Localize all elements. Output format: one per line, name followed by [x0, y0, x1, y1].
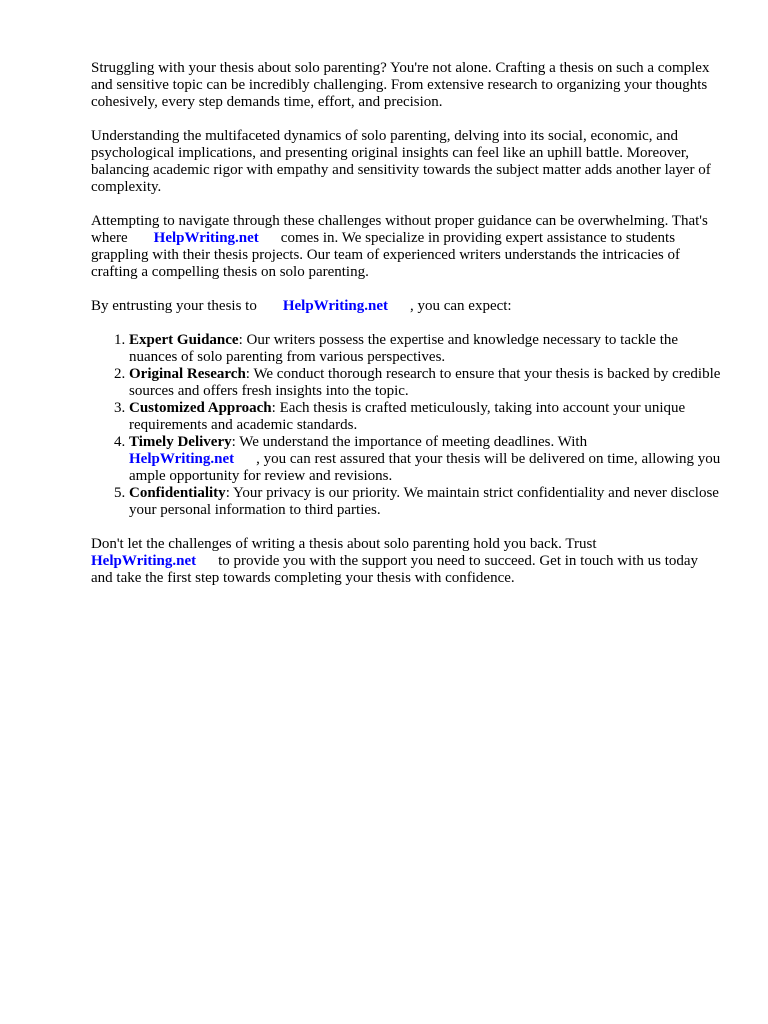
- list-item-title: Timely Delivery: [129, 434, 232, 450]
- list-item: [129, 332, 721, 366]
- list-item-title: Original Research: [129, 366, 246, 382]
- list-item-text: : Each thesis is crafted meticulously, taking into account your unique requirements and academic standards.: [129, 400, 686, 433]
- paragraph-intro: Struggling with your thesis about solo parenting? You're not alone. Crafting a thesis on such a complex and sensitive topic can be incredibly challenging. From extensive research to organizing your thoughts cohesively, every step demands time, effort, and precision.: [91, 60, 710, 110]
- list-item: [129, 400, 721, 434]
- benefits-list: [91, 332, 721, 519]
- list-item-text: : Your privacy is our priority. We maintain strict confidentiality and never disclose your personal information to third parties.: [129, 485, 719, 518]
- paragraph-closing-text-after: to provide you with the support you need to succeed. Get in touch with us today and take the first step towards completing your thesis with confidence.: [91, 553, 699, 586]
- paragraph-guidance: [91, 213, 721, 281]
- list-item-title: Confidentiality: [129, 485, 226, 501]
- paragraph-entrust: [91, 298, 721, 315]
- list-item-text: : We understand the importance of meeting deadlines. With: [231, 434, 588, 450]
- paragraph-entrust-text-before: By entrusting your thesis to: [91, 298, 257, 314]
- paragraph-guidance-text-before: Attempting to navigate through these challenges without proper guidance can be overwhelming. That's where: [91, 213, 708, 246]
- list-item-text: : Our writers possess the expertise and knowledge necessary to tackle the nuances of solo parenting from various perspectives.: [129, 332, 679, 365]
- list-item-title: Customized Approach: [129, 400, 272, 416]
- document-page: [91, 60, 721, 604]
- paragraph-closing: [91, 536, 721, 587]
- list-item-text-after: , you can rest assured that your thesis will be delivered on time, allowing you ample opportunity for review and revisions.: [129, 451, 721, 484]
- helpwriting-link[interactable]: HelpWriting.net: [153, 230, 259, 246]
- helpwriting-link[interactable]: HelpWriting.net: [282, 298, 388, 314]
- list-item-title: Expert Guidance: [129, 332, 239, 348]
- paragraph-dynamics: Understanding the multifaceted dynamics of solo parenting, delving into its social, economic, and psychological implications, and presenting original insights can feel like an uphill battle. Moreover, balancing academic rigor with empathy and sensitivity towards the subject matter adds another layer of complexity.: [91, 128, 711, 195]
- paragraph-guidance-text-after: comes in. We specialize in providing expert assistance to students grappling with their thesis projects. Our team of experienced writers understands the intricacies of crafting a compelling thesis on solo parenting.: [91, 230, 680, 280]
- paragraph-entrust-text-after: , you can expect:: [409, 298, 512, 314]
- helpwriting-link[interactable]: HelpWriting.net: [91, 553, 197, 569]
- list-item: [129, 434, 721, 485]
- helpwriting-link[interactable]: HelpWriting.net: [129, 451, 235, 467]
- list-item: [129, 485, 721, 519]
- list-item-text: : We conduct thorough research to ensure that your thesis is backed by credible sources and offers fresh insights into the topic.: [129, 366, 721, 399]
- paragraph-closing-text-before: Don't let the challenges of writing a thesis about solo parenting hold you back. Trust: [91, 536, 597, 552]
- list-item: [129, 366, 721, 400]
